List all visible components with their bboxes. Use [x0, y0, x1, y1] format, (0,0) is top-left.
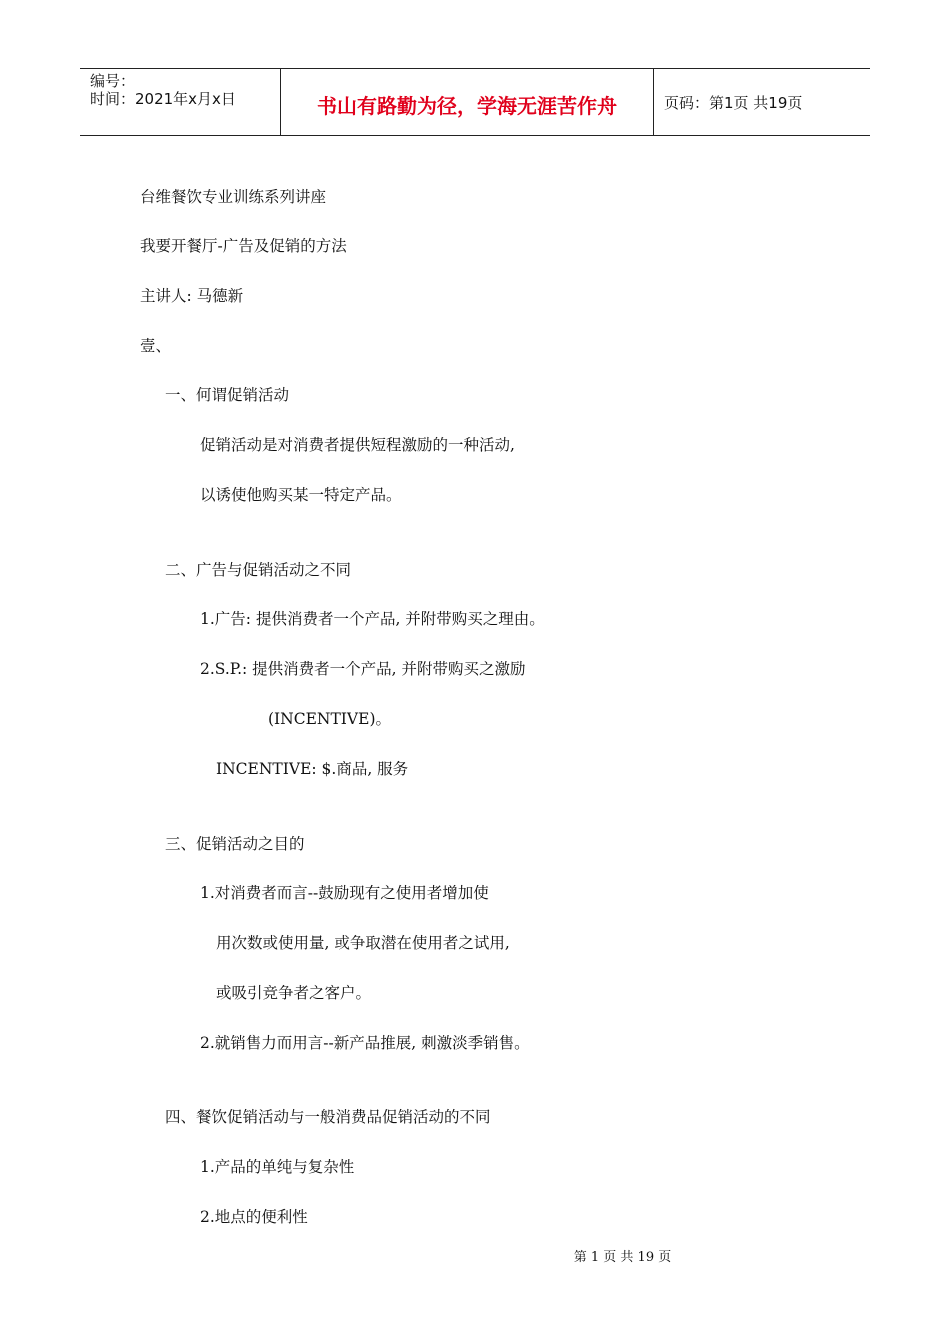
incentive-note: INCENTIVE: $.商品, 服务: [216, 760, 409, 778]
list-item: 1.产品的单纯与复杂性: [200, 1158, 355, 1176]
series-title: 台维餐饮专业训练系列讲座: [140, 188, 327, 206]
part-heading: 壹、: [140, 337, 172, 355]
document-header: [80, 68, 870, 136]
list-item: 2.就销售力而用言--新产品推展, 刺激淡季销售。: [200, 1034, 530, 1052]
list-item-continuation: (INCENTIVE)。: [268, 710, 391, 728]
header-page-info: 页码：第1页 共19页: [664, 93, 803, 112]
list-item: 1.广告: 提供消费者一个产品, 并附带购买之理由。: [200, 610, 545, 628]
header-meta: [80, 69, 281, 135]
speaker-line: 主讲人: 马德新: [140, 287, 244, 305]
paragraph-line: 促销活动是对消费者提供短程激励的一种活动,: [200, 436, 515, 454]
section-heading-4: 四、餐饮促销活动与一般消费品促销活动的不同: [165, 1108, 491, 1126]
list-item-continuation: 用次数或使用量, 或争取潜在使用者之试用,: [216, 934, 510, 952]
header-motto: 书山有路勤为径，学海无涯苦作舟: [281, 69, 654, 135]
section-heading-2: 二、广告与促销活动之不同: [165, 561, 352, 579]
lecture-title: 我要开餐厅-广告及促销的方法: [140, 237, 347, 255]
list-item: 2.地点的便利性: [200, 1208, 308, 1226]
date-line: 时间：2021年x月x日: [90, 90, 236, 108]
list-item-continuation: 或吸引竞争者之客户。: [216, 984, 372, 1002]
section-heading-1: 一、何谓促销活动: [165, 386, 290, 404]
section-heading-3: 三、促销活动之目的: [165, 835, 305, 853]
list-item: 1.对消费者而言--鼓励现有之使用者增加使: [200, 884, 489, 902]
list-item: 2.S.P.: 提供消费者一个产品, 并附带购买之激励: [200, 660, 526, 678]
page-footer: 第 1 页 共 19 页: [573, 1250, 672, 1265]
number-label: 编号：: [90, 72, 136, 90]
paragraph-line: 以诱使他购买某一特定产品。: [200, 486, 402, 504]
